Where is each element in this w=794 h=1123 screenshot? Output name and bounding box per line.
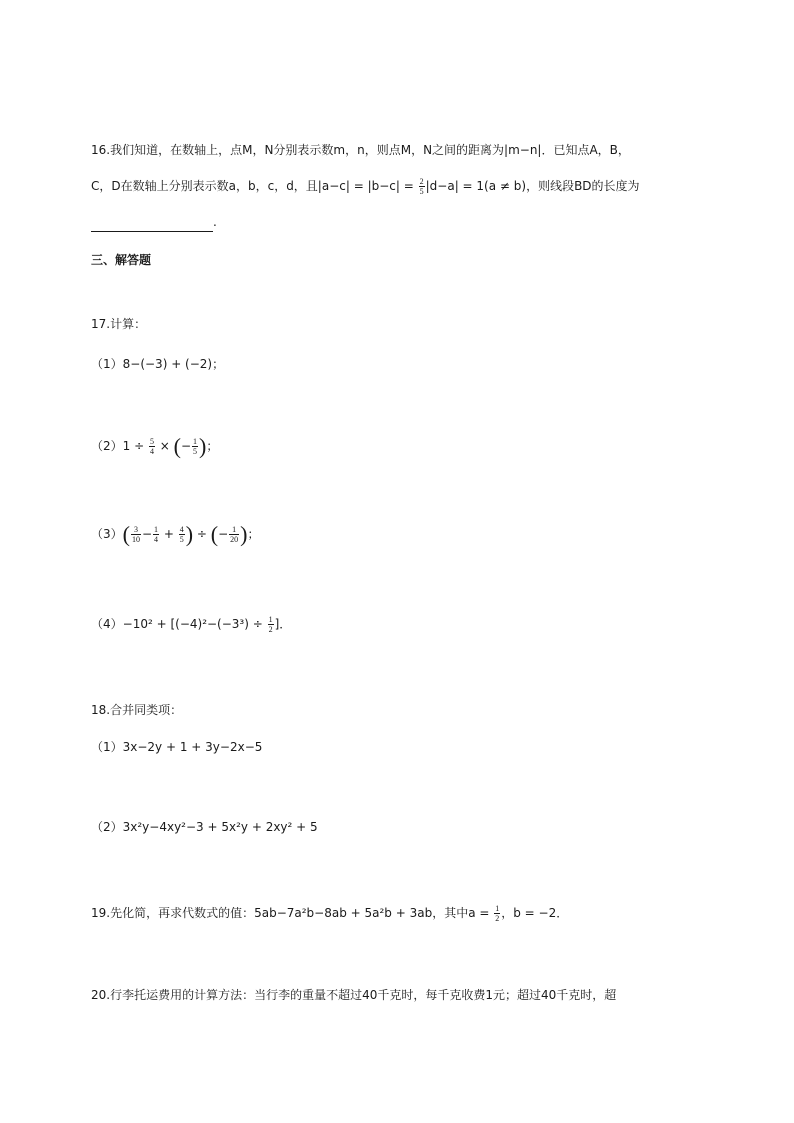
fraction-denominator: 10 xyxy=(131,535,140,544)
fraction-denominator: 4 xyxy=(149,447,154,456)
minus-sign: − xyxy=(218,527,229,541)
q17-p3-frac4 xyxy=(229,525,239,544)
q18-part1: （1）3x−2y + 1 + 3y−2x−5 xyxy=(91,740,263,754)
fraction-denominator: 2 xyxy=(268,625,273,634)
q17-part4 xyxy=(91,614,291,634)
fraction-numerator: 5 xyxy=(149,437,154,446)
q17-part3-post: ； xyxy=(247,527,260,541)
q17-part3 xyxy=(91,521,260,547)
right-paren: ) xyxy=(185,521,194,547)
q19-line xyxy=(91,903,568,923)
minus-sign: − xyxy=(180,439,192,453)
q17-title: 17.计算： xyxy=(91,317,147,331)
fraction-denominator: 4 xyxy=(154,535,159,544)
fraction-denominator: 5 xyxy=(193,447,198,456)
q16-line2-pre: C，D在数轴上分别表示数a，b，c，d，且|a−c| = |b−c| = xyxy=(91,179,418,193)
q17-p3-frac2 xyxy=(153,525,159,544)
q18-part2: （2）3x²y−4xy²−3 + 5x²y + 2xy² + 5 xyxy=(91,820,318,834)
answer-blank[interactable] xyxy=(91,231,213,232)
fraction-numerator: 4 xyxy=(179,525,184,534)
q16-line2 xyxy=(91,176,640,196)
left-paren: ( xyxy=(173,433,181,459)
fraction-numerator: 1 xyxy=(268,615,273,624)
fraction-numerator: 1 xyxy=(229,525,239,535)
fraction-numerator: 1 xyxy=(193,437,198,446)
q16-period: . xyxy=(213,215,217,229)
fraction-numerator: 1 xyxy=(154,525,159,534)
fraction-denominator: 2 xyxy=(495,914,500,923)
minus-sign: − xyxy=(141,527,153,541)
q17-part4-post: ]． xyxy=(274,617,292,631)
q17-part2-post: ； xyxy=(206,439,219,453)
left-paren: ( xyxy=(210,521,219,547)
q17-p3-frac3 xyxy=(179,525,185,544)
q19-post: ，b = −2． xyxy=(501,906,569,920)
q16-line2-post: |d−a| = 1(a ≠ b)，则线段BD的长度为 xyxy=(425,179,640,193)
divide-sign: ÷ xyxy=(193,527,211,541)
fraction-denominator: 5 xyxy=(419,187,424,196)
fraction-numerator: 3 xyxy=(131,525,141,535)
fraction-denominator: 20 xyxy=(230,535,239,544)
section-heading: 三、解答题 xyxy=(91,253,152,267)
left-paren: ( xyxy=(122,521,130,547)
q17-part2-mid: × xyxy=(155,439,174,453)
q17-part3-pre: （3） xyxy=(91,527,123,541)
q17-p4-frac xyxy=(268,615,274,634)
q17-part2 xyxy=(91,433,219,459)
q17-part4-pre: （4）−10² + [(−4)²−(−3³) ÷ xyxy=(91,617,267,631)
q17-p2-frac2 xyxy=(192,437,198,456)
right-paren: ) xyxy=(240,521,248,547)
q17-part1: （1）8−(−3) + (−2)； xyxy=(91,357,225,371)
q17-p3-frac1 xyxy=(131,525,141,544)
q18-title: 18.合并同类项： xyxy=(91,703,183,717)
q16-line3 xyxy=(91,212,217,232)
q19-frac xyxy=(494,904,500,923)
fraction-numerator: 2 xyxy=(419,177,424,186)
q19-pre: 19.先化简，再求代数式的值：5ab−7a²b−8ab + 5a²b + 3ab，其中a = xyxy=(91,906,494,920)
plus-sign: + xyxy=(160,527,178,541)
q17-p2-frac1 xyxy=(149,437,155,456)
fraction-denominator: 5 xyxy=(179,535,184,544)
q17-part2-pre: （2）1 ÷ xyxy=(91,439,148,453)
fraction-numerator: 1 xyxy=(495,904,500,913)
q16-line1: 16.我们知道，在数轴上，点M，N分别表示数m，n，则点M，N之间的距离为|m−n|．已知点A，B， xyxy=(91,143,630,157)
right-paren: ) xyxy=(199,433,207,459)
q20-line: 20.行李托运费用的计算方法：当行李的重量不超过40千克时，每千克收费1元；超过40千克时，超 xyxy=(91,988,617,1002)
q16-fraction xyxy=(419,177,425,196)
